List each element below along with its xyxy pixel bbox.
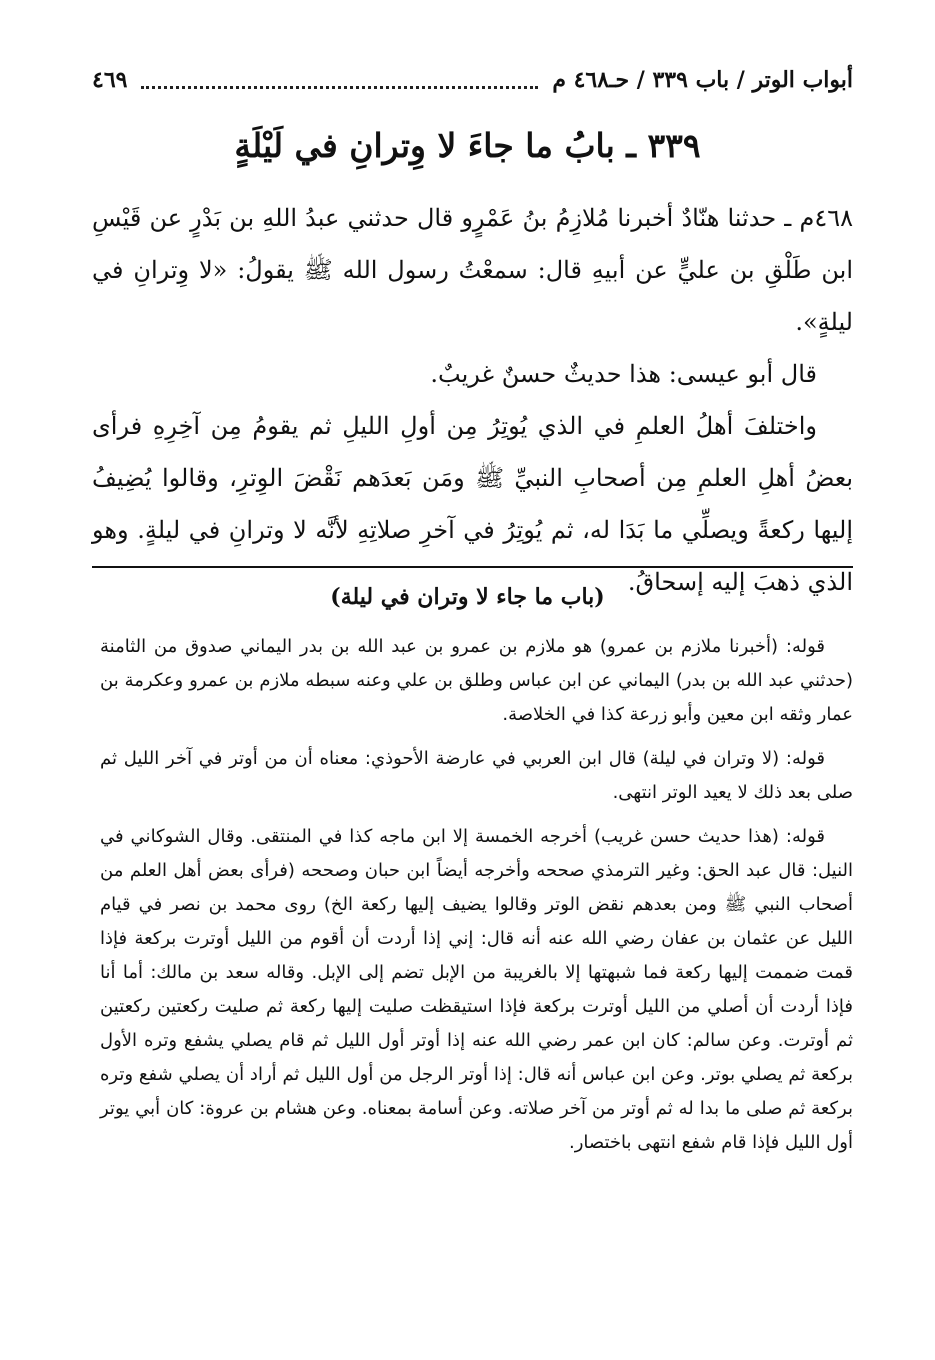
commentary-paragraph: قوله: (أخبرنا ملازم بن عمرو) هو ملازم بن عمرو بن عبد الله بن بدر اليماني صدوق من الثامنة (حدثني عبد الله بن بدر) اليماني عن ابن عباس وطلق بن علي وعنه سبطه ملازم بن عمرو وعكرمة بن عمار وثقه ابن معين وأبو زرعة كذا في الخلاصة.	[100, 636, 853, 725]
running-header	[92, 62, 853, 98]
discussion-text: واختلفَ أهلُ العلمِ في الذي يُوتِرُ مِن أولِ الليلِ ثم يقومُ مِن آخِرِهِ فرأى بعضُ أهلِ العلمِ مِن أصحابِ النبيِّ ﷺ ومَن بَعدَهم نَقْضَ الوِترِ، وقالوا يُضِيفُ إليها ركعةً ويصلِّي ما بَدَا له، ثم يُوتِرُ في آخرِ صلاتِهِ لأنَّه لا وترانِ في ليلةٍ. وهو الذي ذهبَ إليه إسحاقُ.	[92, 412, 853, 596]
hadith-text: ٤٦٨م ـ حدثنا هنّادٌ أخبرنا مُلازِمُ بنُ عَمْرٍو قال حدثني عبدُ اللهِ بن بَدْرٍ عن قَيْسِ ابن طَلْقِ بن عليٍّ عن أبيهِ قال: سمعْتُ رسول الله ﷺ يقولُ: «لا وِترانِ في ليلةٍ».	[92, 204, 853, 336]
dot-leader	[141, 72, 538, 89]
footnote-separator	[92, 566, 853, 568]
main-text	[92, 192, 853, 608]
commentary-paragraph: قوله: (لا وتران في ليلة) قال ابن العربي في عارضة الأحوذي: معناه أن من أوتر في آخر الليل ثم صلى بعد ذلك لا يعيد الوتر انتهى.	[100, 748, 853, 803]
grading-text: قال أبو عيسى: هذا حديثٌ حسنٌ غريبٌ.	[430, 360, 817, 388]
commentary-paragraph: قوله: (هذا حديث حسن غريب) أخرجه الخمسة إلا ابن ماجه كذا في المنتقى. وقال الشوكاني في النيل: قال عبد الحق: وغير الترمذي صححه وأخرجه أيضاً ابن حبان وصححه (فرأى بعض أهل العلم من أصحاب النبي ﷺ ومن بعدهم نقض الوتر وقالوا يضيف إليها ركعة الخ) روى محمد بن نصر في قيام الليل عن عثمان بن عفان رضي الله عنه أنه قال: إني إذا أردت أن أقوم من الليل أوترت بركعة فإذا قمت ضممت إليها ركعة فما شبهتها إلا بالغريبة من الإبل تضم إلى الإبل. وقاله سعد بن مالك: أما أنا فإذا أردت أن أصلي من الليل أوترت بركعة فإذا استيقظت صليت إليها ركعة ثم صليت ركعتين ركعتين ثم أوترت. وعن سالم: كان ابن عمر رضي الله عنه إذا أوتر أول الليل ثم قام يصلي يشفع وتره الأول بركعة ثم يصلي بوتر. وعن ابن عباس أنه قال: إذا أوتر الرجل من أول الليل ثم أراد أن يصلي شفع وتره بركعة ثم صلى ما بدا له ثم أوتر من آخر صلاته. وعن أسامة بمعناه. وعن هشام بن عروة: كان أبي يوتر أول الليل فإذا قام شفع انتهى باختصار.	[100, 826, 853, 1153]
commentary-text	[100, 630, 853, 1170]
commentary-title: (باب ما جاء لا وتران في ليلة)	[330, 584, 605, 610]
running-title: أبواب الوتر / باب ٣٣٩ / حـ٤٦٨ م	[552, 67, 853, 93]
chapter-title: ٣٣٩ ـ بابُ ما جاءَ لا وِترانِ في لَيْلَةٍ	[234, 126, 701, 165]
page-number: ٤٦٩	[92, 67, 128, 93]
